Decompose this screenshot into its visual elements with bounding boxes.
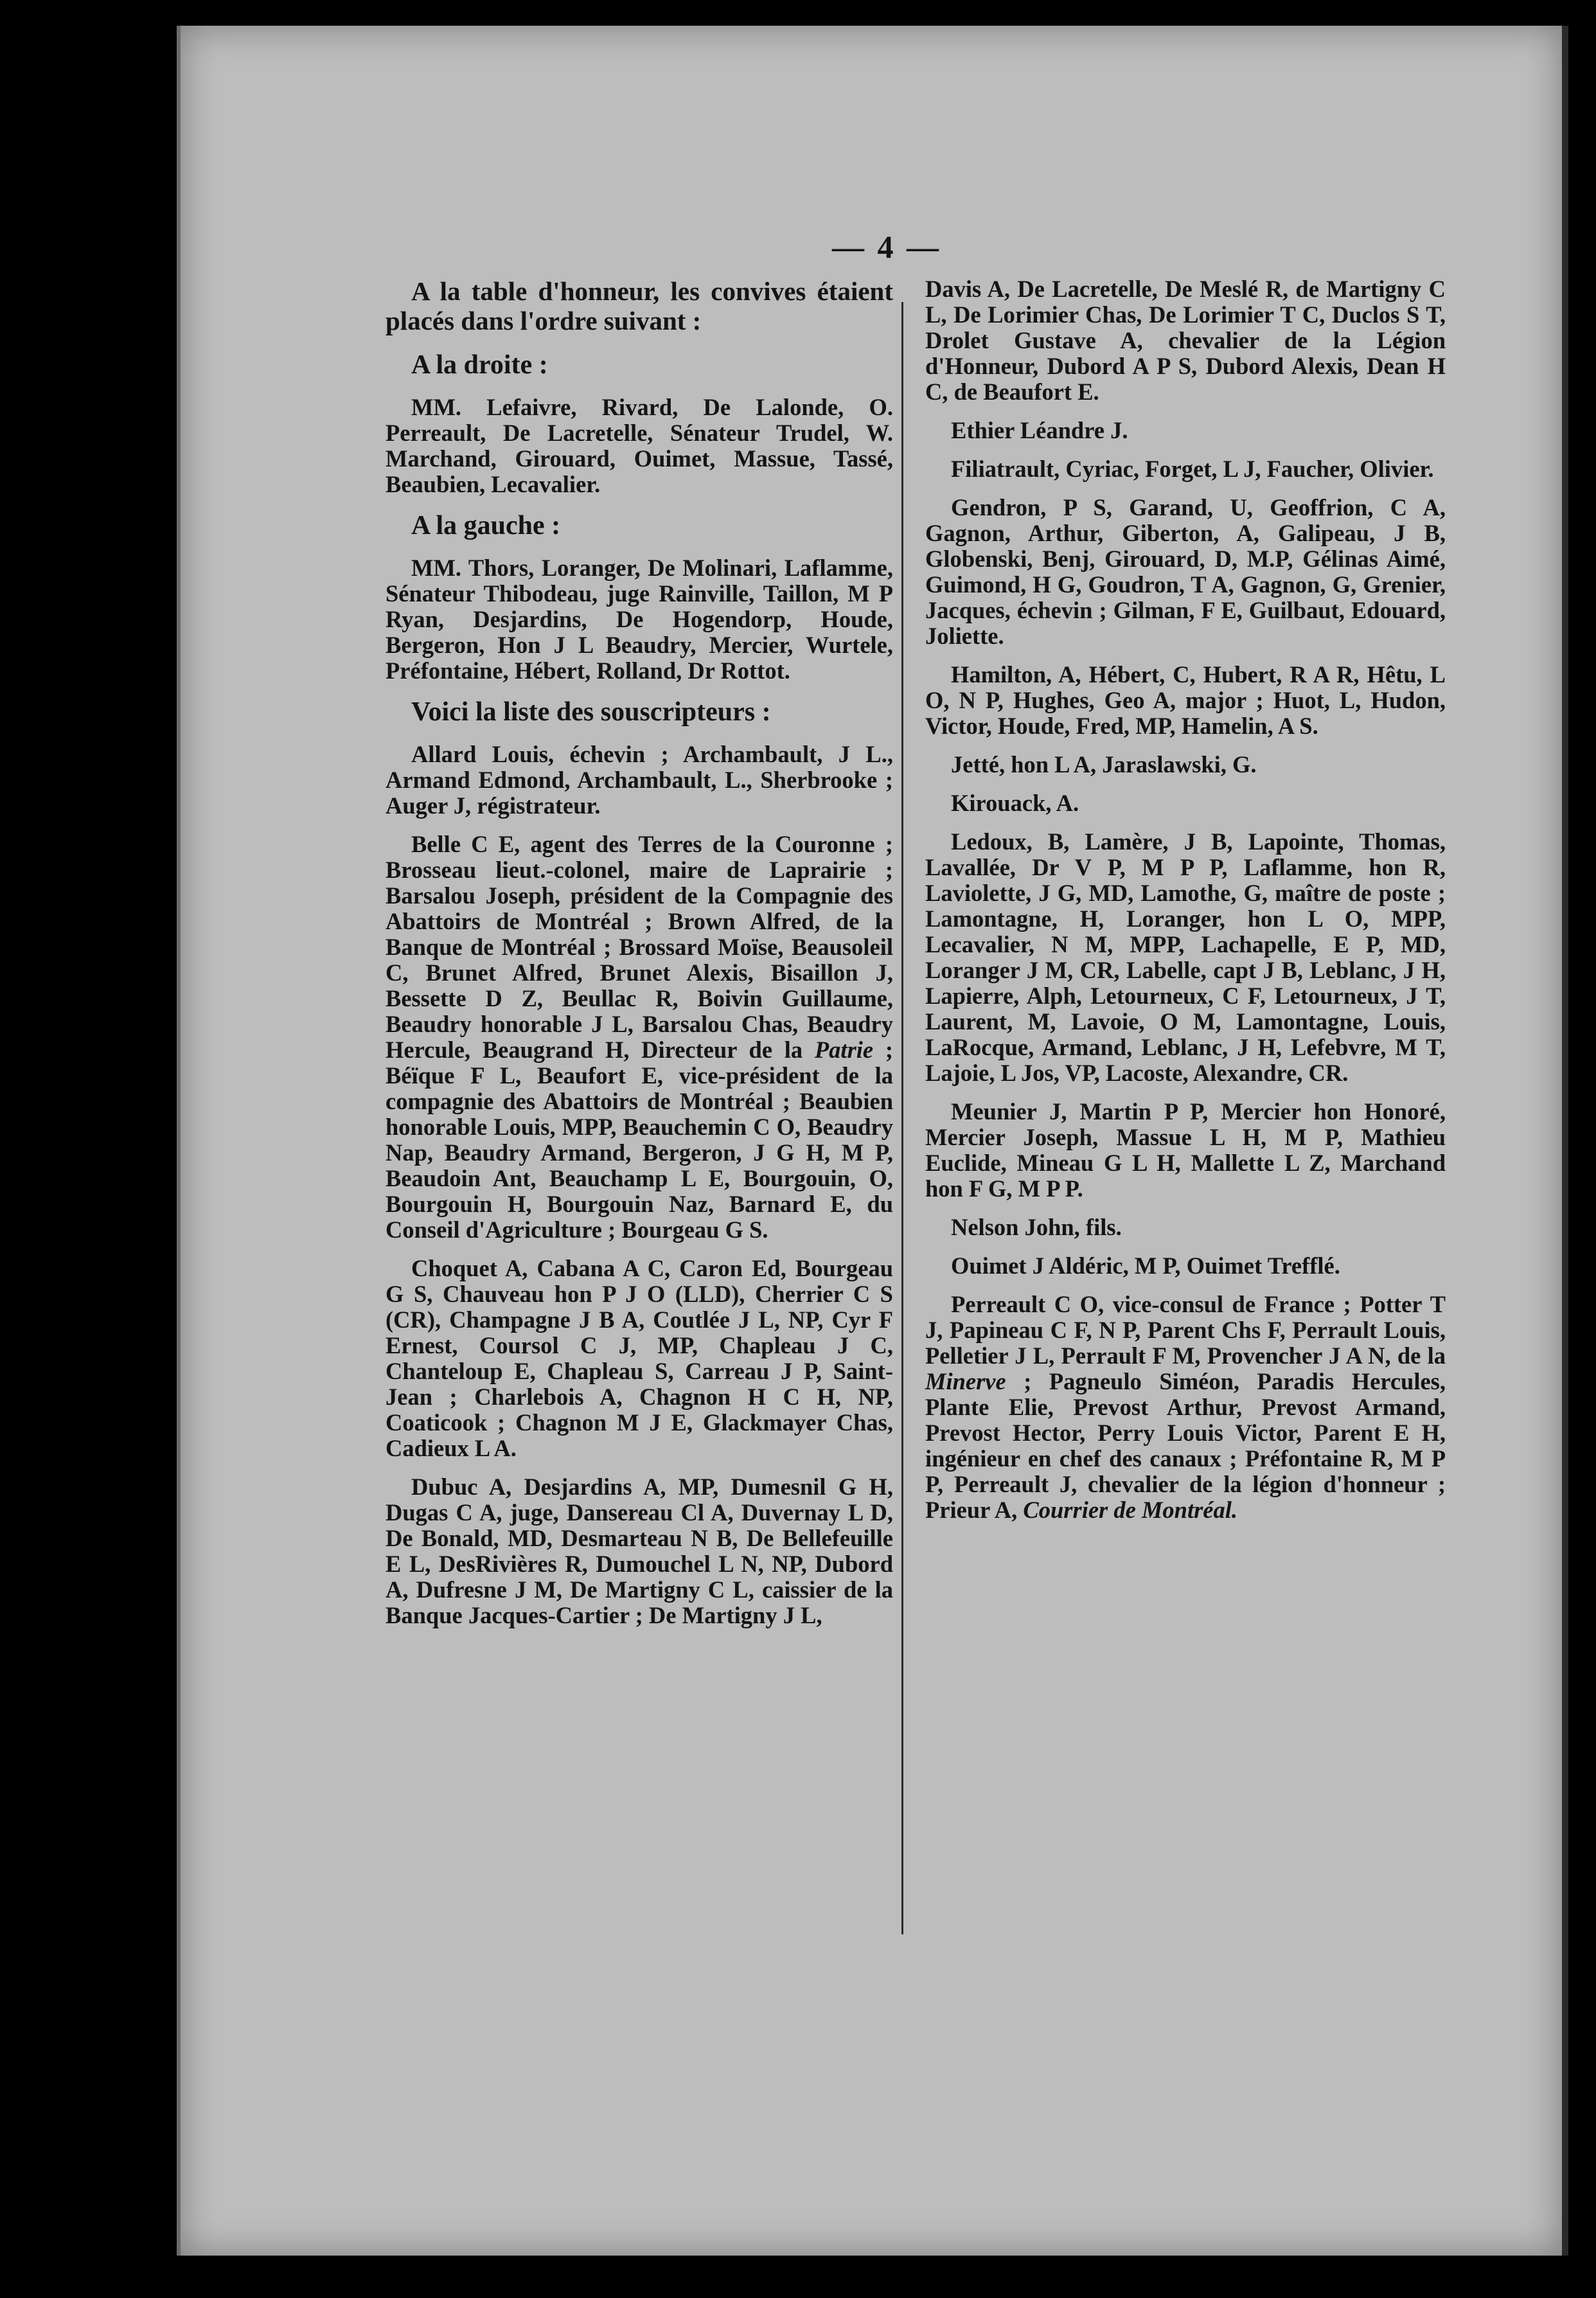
subscriber-entry-d-cont: Davis A, De Lacretelle, De Meslé R, de Martigny C L, De Lorimier Chas, De Lorimier T C, Duclos S T, Drolet Gustave A, chevalier de la Légion d'Honneur, Dubord A P S, Dubord Alexis, Dean H C, de Beaufort E.: [925, 276, 1446, 405]
subscriber-entry-c: Choquet A, Cabana A C, Caron Ed, Bourgeau G S, Chauveau hon P J O (LLD), Cherrier C S (CR), Champagne J B A, Coutlée J L, NP, Cyr F Ernest, Coursol C J, MP, Chapleau J C, Chanteloup E, Chapleau S, Carreau J P, Saint-Jean ; Charlebois A, Chagnon H C H, NP, Coaticook ; Chagnon M J E, Glackmayer Chas, Cadieux L A.: [386, 1255, 893, 1461]
subscriber-entry-a: Allard Louis, échevin ; Archambault, J L., Armand Edmond, Archambault, L., Sherbrooke ; Auger J, régistrateur.: [386, 741, 893, 819]
subscriber-entry-j: Jetté, hon L A, Jaraslawski, G.: [951, 751, 1257, 778]
subscriber-entry-m: Meunier J, Martin P P, Mercier hon Honoré, Mercier Joseph, Massue L H, M P, Mathieu Euclide, Mineau G L H, Mallette L Z, Marchand hon F G, M P P.: [925, 1098, 1446, 1202]
column-divider: [901, 302, 903, 1934]
page-number: — 4 —: [832, 229, 941, 265]
subscriber-entry-k: Kirouack, A.: [951, 790, 1079, 816]
droite-list: MM. Lefaivre, Rivard, De Lalonde, O. Perreault, De Lacretelle, Sénateur Trudel, W. Marchand, Girouard, Ouimet, Massue, Tassé, Beaubien, Lecavalier.: [386, 394, 893, 497]
souscripteurs-heading: Voici la liste des souscripteurs :: [411, 697, 771, 727]
entry-b-italic: Patrie: [814, 1037, 874, 1063]
entry-p-text-2: ; Pagneulo Siméon, Paradis Hercules, Plante Elie, Prevost Arthur, Prevost Armand, Prevost Hector, Perry Louis Victor, Parent E H, ingénieur en chef des canaux ; Préfontaine R, M P P, Perreault J, chevalier de la légion d'honneur ; Prieur A,: [925, 1368, 1446, 1523]
right-column: [925, 276, 1446, 1536]
subscriber-entry-b: [386, 832, 893, 1243]
subscriber-entry-g: Gendron, P S, Garand, U, Geoffrion, C A, Gagnon, Arthur, Giberton, A, Galipeau, J B, Globenski, Benj, Girouard, D, M.P, Gélinas Aimé, Guimond, H G, Goudron, T A, Gagnon, G, Grenier, Jacques, échevin ; Gilman, F E, Guilbaut, Edouard, Joliette.: [925, 494, 1446, 649]
subscriber-entry-h: Hamilton, A, Hébert, C, Hubert, R A R, Hêtu, L O, N P, Hughes, Geo A, major ; Huot, L, Hudon, Victor, Houde, Fred, MP, Hamelin, A S.: [925, 661, 1446, 739]
entry-b-text-1: Belle C E, agent des Terres de la Couronne ; Brosseau lieut.-colonel, maire de Laprairie ; Barsalou Joseph, président de la Compagnie des Abattoirs de Montréal ; Brown Alfred, de la Banque de Montréal ; Brossard Moïse, Beausoleil C, Brunet Alfred, Brunet Alexis, Bisaillon J, Bessette D Z, Beullac R, Boivin Guillaume, Beaudry honorable J L, Barsalou Chas, Beaudry Hercule, Beaugrand H, Directeur de la: [386, 831, 893, 1063]
gauche-heading: A la gauche :: [411, 511, 561, 540]
subscriber-entry-e: Ethier Léandre J.: [951, 417, 1128, 443]
entry-p-italic-1: Minerve: [925, 1368, 1006, 1394]
subscriber-entry-o: Ouimet J Aldéric, M P, Ouimet Trefflé.: [951, 1252, 1340, 1279]
left-column: [386, 276, 893, 1641]
subscriber-entry-p: [925, 1292, 1446, 1523]
entry-p-italic-2: Courrier de Montréal.: [1023, 1497, 1238, 1523]
subscriber-entry-d: Dubuc A, Desjardins A, MP, Dumesnil G H, Dugas C A, juge, Dansereau Cl A, Duvernay L D, De Bonald, MD, Desmarteau N B, De Bellefeuille E L, DesRivières R, Dumouchel L N, NP, Dubord A, Dufresne J M, De Martigny C L, caissier de la Banque Jacques-Cartier ; De Martigny J L,: [386, 1474, 893, 1628]
gauche-list: MM. Thors, Loranger, De Molinari, Laflamme, Sénateur Thibodeau, juge Rainville, Taillon, M P Ryan, Desjardins, De Hogendorp, Houde, Bergeron, Hon J L Beaudry, Mercier, Wurtele, Préfontaine, Hébert, Rolland, Dr Rottot.: [386, 555, 893, 684]
intro-paragraph: A la table d'honneur, les convives étaient placés dans l'ordre suivant :: [386, 276, 893, 335]
entry-b-text-2: ; Béïque F L, Beaufort E, vice-président de la compagnie des Abattoirs de Montréal ; Beaubien honorable Louis, MPP, Beauchemin C O, Beaudry Nap, Beaudry Armand, Bergeron, J G H, M P, Beaudoin Ant, Beauchamp L E, Bourgouin, O, Bourgouin H, Bourgouin Naz, Barnard E, du Conseil d'Agriculture ; Bourgeau G S.: [386, 1037, 894, 1243]
droite-heading: A la droite :: [411, 350, 548, 380]
subscriber-entry-f: Filiatrault, Cyriac, Forget, L J, Faucher, Olivier.: [951, 456, 1434, 482]
subscriber-entry-n: Nelson John, fils.: [951, 1214, 1122, 1240]
entry-p-text-1: Perreault C O, vice-consul de France ; Potter T J, Papineau C F, N P, Parent Chs F, Perrault Louis, Pelletier J L, Perrault F M, Provencher J A N, de la: [925, 1291, 1446, 1369]
subscriber-entry-l: Ledoux, B, Lamère, J B, Lapointe, Thomas, Lavallée, Dr V P, M P P, Laflamme, hon R, Laviolette, J G, MD, Lamothe, G, maître de poste ; Lamontagne, H, Loranger, hon L O, MPP, Lecavalier, N M, MPP, Lachapelle, E P, MD, Loranger J M, CR, Labelle, capt J B, Leblanc, J H, Lapierre, Alph, Letourneux, C F, Letourneux, J T, Laurent, M, Lavoie, O M, Lamontagne, Louis, LaRocque, Armand, Leblanc, J H, Lefebvre, M T, Lajoie, L Jos, VP, Lacoste, Alexandre, CR.: [925, 828, 1446, 1086]
